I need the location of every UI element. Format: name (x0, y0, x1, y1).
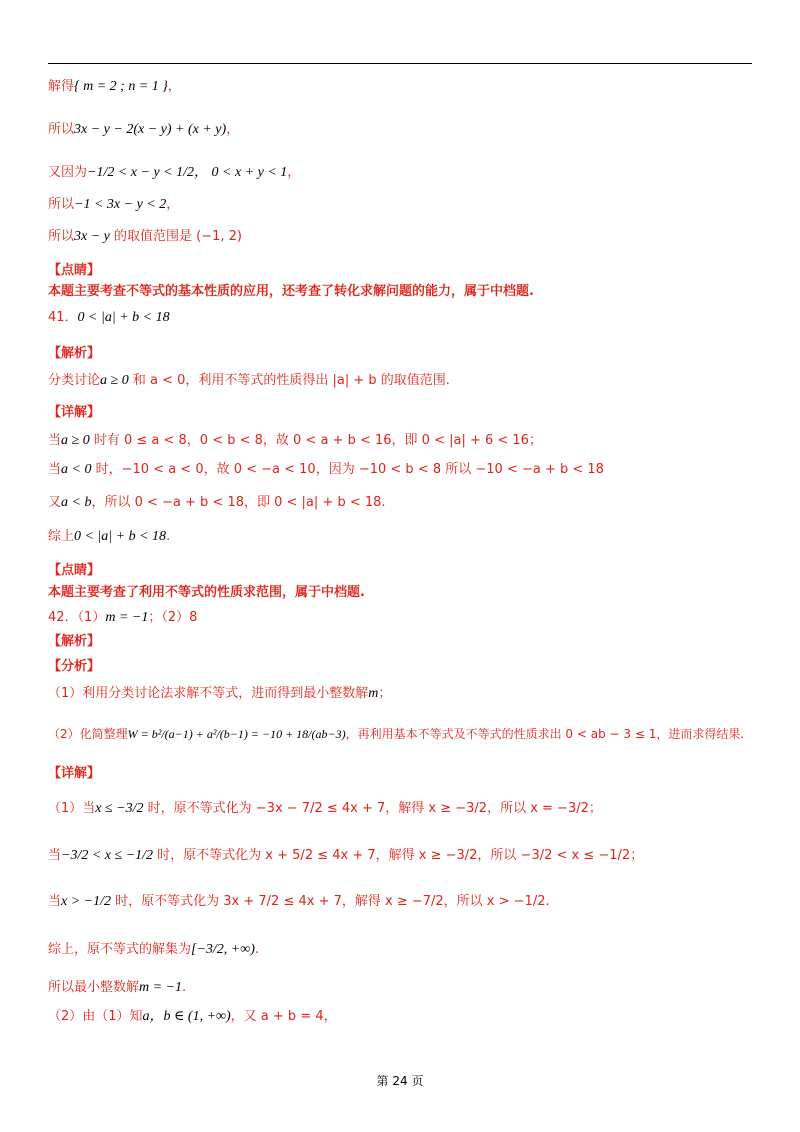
problem-42-answer: 42．（1）m = −1；（2）8 (48, 610, 198, 625)
text-line-27: 综上，原不等式的解集为[−3/2, +∞). (48, 942, 260, 957)
text-line-17: 本题主要考查了利用不等式的性质求范围，属于中档题. (48, 585, 365, 600)
text-line-2: 所以3x − y − 2(x − y) + (x + y)， (48, 122, 240, 137)
text-line-1: 解得{ m = 2 ; n = 1 }， (48, 79, 181, 94)
text-line-10: 分类讨论a ≥ 0 和 a < 0，利用不等式的性质得出 |a| + b 的取值范围. (48, 373, 450, 388)
problem-41-answer: 41．0 < |a| + b < 18 (48, 310, 170, 325)
text-line-12: 当a ≥ 0 时有 0 ≤ a < 8，0 < b < 8，故 0 < a + b < 16，即 0 < |a| + 6 < 16； (48, 433, 542, 448)
section-heading-fenxi: 【分析】 (48, 659, 101, 674)
text-line-14: 又a < b，所以 0 < −a + b < 18，即 0 < |a| + b < 18. (48, 495, 386, 510)
section-heading-dianjing-2: 【点睛】 (48, 563, 101, 578)
text-line-22: （2）化简整理W = b²/(a−1) + a²/(b−1) = −10 + 18/(ab−3)，再利用基本不等式及不等式的性质求出 0 < ab − 3 ≤ 1，进而求得结果. (48, 727, 745, 741)
text-line-26: 当x > −1/2 时，原不等式化为 3x + 7/2 ≤ 4x + 7，解得 x ≥ −7/2，所以 x > −1/2. (48, 894, 550, 909)
text-line-21: （1）利用分类讨论法求解不等式，进而得到最小整数解m； (48, 686, 392, 701)
text-line-3: 又因为−1/2 < x − y < 1/2， 0 < x + y < 1， (48, 165, 301, 180)
text-line-7: 本题主要考查不等式的基本性质的应用，还考查了转化求解问题的能力，属于中档题. (48, 284, 534, 299)
text-line-24: （1）当x ≤ −3/2 时，原不等式化为 −3x − 7/2 ≤ 4x + 7，解得 x ≥ −3/2，所以 x = −3/2； (48, 801, 602, 816)
text-line-15: 综上0 < |a| + b < 18. (48, 529, 171, 544)
page-number: 第 24 页 (376, 1074, 424, 1088)
text-line-13: 当a < 0 时，−10 < a < 0，故 0 < −a < 10，因为 −10 < b < 8 所以 −10 < −a + b < 18 (48, 462, 604, 477)
text-line-29: （2）由（1）知a，b ∈ (1, +∞)，又 a + b = 4， (48, 1009, 337, 1024)
text-line-28: 所以最小整数解m = −1. (48, 980, 187, 995)
section-heading-xiangjie-2: 【详解】 (48, 766, 101, 781)
text-line-4: 所以−1 < 3x − y < 2， (48, 197, 180, 212)
section-heading-xiangjie-1: 【详解】 (48, 405, 101, 420)
section-heading-jiexi-1: 【解析】 (48, 346, 101, 361)
text-line-5: 所以3x − y 的取值范围是 (−1, 2) (48, 229, 242, 244)
text-line-25: 当−3/2 < x ≤ −1/2 时，原不等式化为 x + 5/2 ≤ 4x + 7，解得 x ≥ −3/2，所以 −3/2 < x ≤ −1/2； (48, 848, 644, 863)
header-rule (48, 63, 752, 64)
section-heading-dianjing-1: 【点睛】 (48, 263, 101, 278)
section-heading-jiexi-2: 【解析】 (48, 634, 101, 649)
